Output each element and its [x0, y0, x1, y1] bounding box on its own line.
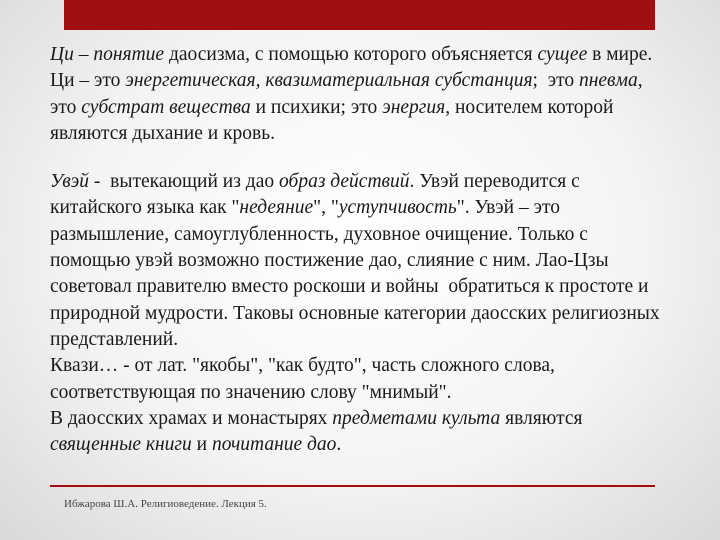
- text-run: ; это: [532, 70, 579, 92]
- italic-term: священные книги: [50, 434, 192, 456]
- footer-divider: [50, 485, 655, 487]
- text-run: –: [73, 44, 94, 65]
- footer-text: Ибжарова Ш.А. Религиоведение. Лекция 5.: [64, 498, 267, 510]
- italic-term: понятие: [93, 44, 165, 65]
- italic-term: энергия: [382, 96, 446, 118]
- paragraph-quasi: [50, 353, 670, 406]
- paragraph-wuwei: [50, 169, 670, 353]
- paragraph-qi: [50, 42, 670, 147]
- italic-term: образ действий: [279, 171, 410, 193]
- italic-term: энергетическая, квазиматериальная субстанция: [125, 70, 533, 92]
- italic-term: почитание дао: [211, 434, 337, 456]
- italic-term: пневма: [578, 70, 638, 92]
- paragraph-cult: [50, 406, 670, 459]
- text-run: и: [191, 434, 212, 456]
- text-run: , носителем которой являются дыхание и кровь.: [50, 96, 624, 144]
- text-run: в мире. Ци – это: [50, 44, 658, 92]
- italic-term: субстрат вещества: [81, 96, 251, 118]
- text-run: , это: [50, 70, 648, 118]
- text-run: ". Увэй – это размышление, самоуглубленность, духовное очищение. Только с помощью увэй возможно постижение дао, слияние с ним. Лао-Цзы советовал правителю вместо роскоши и войны обратиться к простоте и природной мудрости. Таковы основные категории даосских религиозных представлений.: [50, 197, 670, 350]
- top-accent-bar: [64, 0, 655, 30]
- text-run: являются: [500, 407, 588, 429]
- italic-term: Увэй: [50, 171, 90, 193]
- slide-body: [50, 42, 670, 458]
- italic-term: уступчивость: [338, 197, 457, 219]
- text-run: .: [336, 434, 342, 456]
- text-run: ", ": [313, 197, 339, 219]
- italic-term: Ци: [50, 44, 74, 65]
- text-run: Квази… - от лат. "якобы", "как будто", часть сложного слова, соответствующая по значению слову "мнимый".: [50, 355, 560, 403]
- text-run: . Увэй переводится с китайского языка как ": [50, 171, 585, 219]
- italic-term: недеяние: [239, 197, 314, 219]
- italic-term: сущее: [537, 44, 588, 65]
- text-run: даосизма, с помощью которого объясняется: [164, 44, 538, 65]
- text-run: и психики; это: [250, 96, 383, 118]
- text-run: В даосских храмах и монастырях: [50, 407, 333, 429]
- italic-term: предметами культа: [332, 407, 501, 429]
- text-run: - вытекающий из дао: [89, 171, 280, 193]
